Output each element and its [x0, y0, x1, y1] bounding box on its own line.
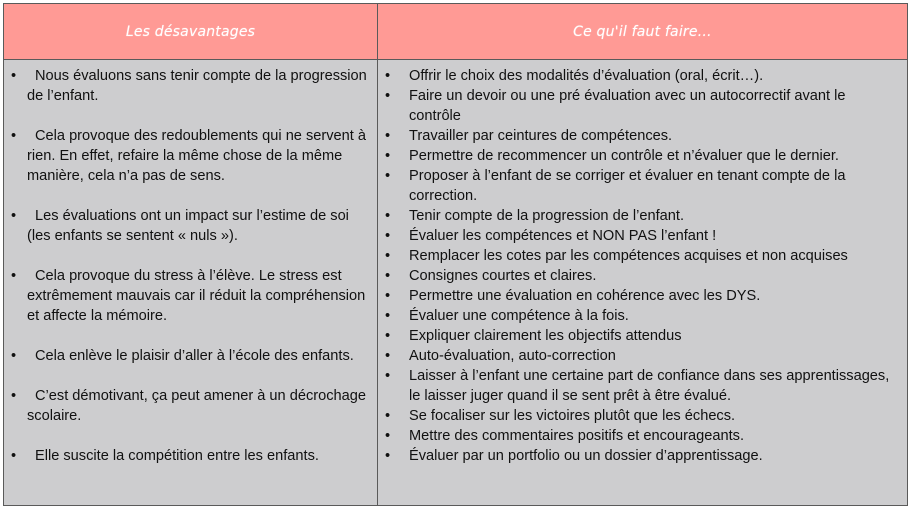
action-item: • Se focaliser sur les victoires plutôt que les échecs. [385, 406, 899, 426]
disadvantage-item: • C’est démotivant, ça peut amener à un décrochage scolaire. [11, 386, 369, 426]
action-item: • Laisser à l’enfant une certaine part de confiance dans ses apprentissages, le laisser juger quand il se sent prêt à être évalué. [385, 366, 899, 406]
header-disadvantages-label: Les désavantages [125, 23, 256, 40]
action-item: • Remplacer les cotes par les compétences acquises et non acquises [385, 246, 899, 266]
disadvantage-item: • Cela provoque des redoublements qui ne servent à rien. En effet, refaire la même chose de la même manière, cela n’a pas de sens. [11, 126, 369, 186]
evaluation-table [3, 3, 908, 506]
action-item: • Proposer à l’enfant de se corriger et évaluer en tenant compte de la correction. [385, 166, 899, 206]
action-item: • Offrir le choix des modalités d’évaluation (oral, écrit…). [385, 66, 899, 86]
action-item: • Travailler par ceintures de compétences. [385, 126, 899, 146]
action-item: • Expliquer clairement les objectifs attendus [385, 326, 899, 346]
header-disadvantages [4, 4, 378, 60]
actions-list [385, 66, 899, 466]
action-item: • Faire un devoir ou une pré évaluation avec un autocorrectif avant le contrôle [385, 86, 899, 126]
disadvantage-item: • Cela enlève le plaisir d’aller à l’école des enfants. [11, 346, 369, 366]
header-actions-label: Ce qu'il faut faire… [573, 23, 712, 40]
disadvantage-item: • Nous évaluons sans tenir compte de la progression de l’enfant. [11, 66, 369, 106]
disadvantage-item: • Cela provoque du stress à l’élève. Le stress est extrêmement mauvais car il réduit la compréhension et affecte la mémoire. [11, 266, 369, 326]
action-item: • Évaluer par un portfolio ou un dossier d’apprentissage. [385, 446, 899, 466]
action-item: • Consignes courtes et claires. [385, 266, 899, 286]
header-actions [378, 4, 907, 60]
disadvantage-item: • Elle suscite la compétition entre les enfants. [11, 446, 369, 466]
action-item: • Permettre de recommencer un contrôle et n’évaluer que le dernier. [385, 146, 899, 166]
action-item: • Évaluer une compétence à la fois. [385, 306, 899, 326]
disadvantage-item: • Les évaluations ont un impact sur l’estime de soi (les enfants se sentent « nuls »). [11, 206, 369, 246]
action-item: • Évaluer les compétences et NON PAS l’enfant ! [385, 226, 899, 246]
action-item: • Mettre des commentaires positifs et encourageants. [385, 426, 899, 446]
actions-column [378, 60, 907, 505]
disadvantages-list [11, 66, 369, 466]
disadvantages-column [4, 60, 378, 505]
action-item: • Permettre une évaluation en cohérence avec les DYS. [385, 286, 899, 306]
action-item: • Auto-évaluation, auto-correction [385, 346, 899, 366]
action-item: • Tenir compte de la progression de l’enfant. [385, 206, 899, 226]
